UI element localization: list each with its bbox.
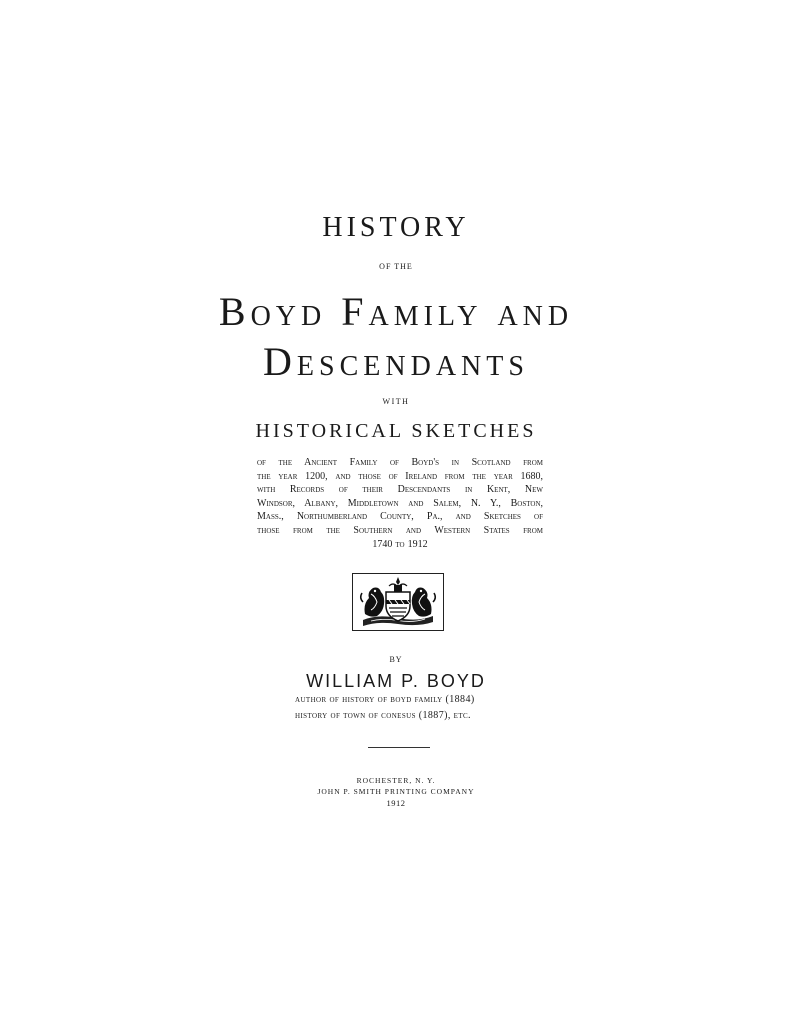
title-of-the: OF THE (379, 262, 413, 271)
description-line: Windsor, Albany, Middletown and Salem, N. Y., Boston, (257, 497, 543, 509)
description-line: of the Ancient Family of Boyd's in Scotland from (257, 457, 543, 468)
imprint-place: ROCHESTER, N. Y. (356, 776, 436, 785)
description-paragraph (257, 456, 543, 551)
title-descendants: Descendants (263, 339, 529, 384)
title-history: HISTORY (322, 212, 470, 243)
coat-of-arms-icon (352, 573, 444, 631)
divider-rule (368, 747, 430, 748)
description-line: those from the Southern and Western States from (257, 524, 543, 536)
title-boyd-family: Boyd Family and (218, 289, 574, 334)
title-with: WITH (382, 397, 410, 406)
byline-by: BY (389, 655, 403, 664)
author-work-line: author of history of boyd family (1884) (295, 694, 475, 705)
description-line: the year 1200, and those of Ireland from the year 1680, (257, 470, 543, 482)
author-work-line: history of town of conesus (1887), etc. (295, 710, 471, 721)
subtitle-historical-sketches: HISTORICAL SKETCHES (255, 420, 537, 442)
description-line: with Records of their Descendants in Kent, New (257, 484, 543, 496)
description-date-range: 1740 to 1912 (372, 538, 428, 550)
description-line: Mass., Northumberland County, Pa., and Sketches of (257, 511, 543, 523)
author-works (295, 692, 515, 724)
author-name: WILLIAM P. BOYD (306, 671, 486, 691)
imprint-printer: JOHN P. SMITH PRINTING COMPANY (317, 787, 475, 796)
imprint-year: 1912 (386, 798, 406, 808)
